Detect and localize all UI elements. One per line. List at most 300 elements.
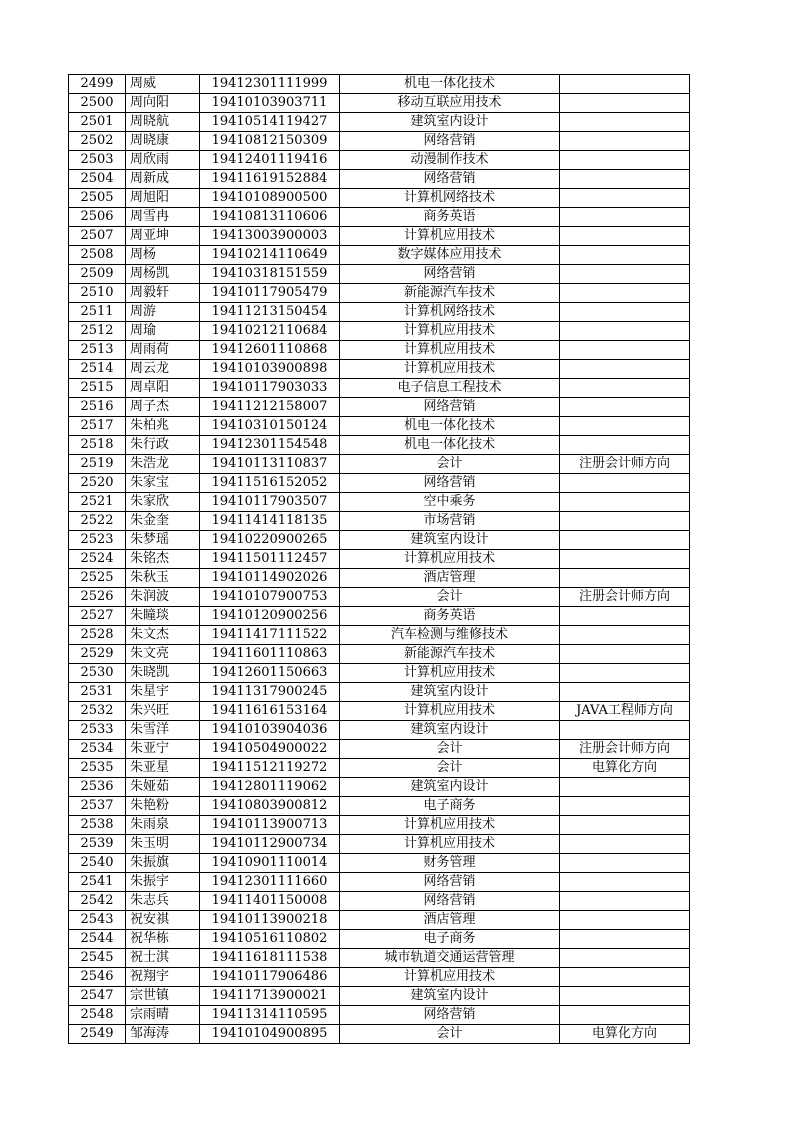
direction-cell bbox=[560, 968, 690, 987]
table-row bbox=[69, 417, 690, 436]
table-row bbox=[69, 474, 690, 493]
row-number-cell: 2508 bbox=[69, 246, 126, 265]
student-name-cell: 朱玉明 bbox=[126, 835, 200, 854]
student-id-cell: 19410113900713 bbox=[200, 816, 340, 835]
direction-cell: 电算化方向 bbox=[560, 759, 690, 778]
row-number-cell: 2528 bbox=[69, 626, 126, 645]
row-number-cell: 2535 bbox=[69, 759, 126, 778]
student-id-cell: 19411401150008 bbox=[200, 892, 340, 911]
direction-cell bbox=[560, 816, 690, 835]
direction-cell bbox=[560, 360, 690, 379]
table-row bbox=[69, 987, 690, 1006]
major-cell: 计算机应用技术 bbox=[340, 835, 560, 854]
direction-cell bbox=[560, 113, 690, 132]
row-number-cell: 2527 bbox=[69, 607, 126, 626]
student-name-cell: 周旭阳 bbox=[126, 189, 200, 208]
row-number-cell: 2523 bbox=[69, 531, 126, 550]
student-name-cell: 祝华栋 bbox=[126, 930, 200, 949]
student-id-cell: 19413003900003 bbox=[200, 227, 340, 246]
student-id-cell: 19411213150454 bbox=[200, 303, 340, 322]
direction-cell bbox=[560, 645, 690, 664]
table-row bbox=[69, 170, 690, 189]
direction-cell bbox=[560, 341, 690, 360]
major-cell: 商务英语 bbox=[340, 208, 560, 227]
row-number-cell: 2517 bbox=[69, 417, 126, 436]
table-row bbox=[69, 493, 690, 512]
table-row bbox=[69, 379, 690, 398]
student-id-cell: 19410117905479 bbox=[200, 284, 340, 303]
student-name-cell: 周雨荷 bbox=[126, 341, 200, 360]
major-cell: 会计 bbox=[340, 455, 560, 474]
student-name-cell: 周杨凯 bbox=[126, 265, 200, 284]
student-name-cell: 朱亚宁 bbox=[126, 740, 200, 759]
direction-cell bbox=[560, 227, 690, 246]
student-table bbox=[68, 74, 690, 1044]
table-row bbox=[69, 208, 690, 227]
student-name-cell: 朱瞳琰 bbox=[126, 607, 200, 626]
student-id-cell: 19412601110868 bbox=[200, 341, 340, 360]
row-number-cell: 2538 bbox=[69, 816, 126, 835]
student-id-cell: 19410117906486 bbox=[200, 968, 340, 987]
student-id-cell: 19410103903711 bbox=[200, 94, 340, 113]
student-name-cell: 朱亚星 bbox=[126, 759, 200, 778]
table-row bbox=[69, 721, 690, 740]
major-cell: 建筑室内设计 bbox=[340, 721, 560, 740]
table-row bbox=[69, 398, 690, 417]
direction-cell bbox=[560, 75, 690, 94]
table-row bbox=[69, 550, 690, 569]
table-row bbox=[69, 607, 690, 626]
major-cell: 会计 bbox=[340, 588, 560, 607]
major-cell: 电子商务 bbox=[340, 930, 560, 949]
student-name-cell: 周欣雨 bbox=[126, 151, 200, 170]
student-name-cell: 朱文亮 bbox=[126, 645, 200, 664]
student-name-cell: 周亚坤 bbox=[126, 227, 200, 246]
table-row bbox=[69, 588, 690, 607]
table-row bbox=[69, 265, 690, 284]
table-row bbox=[69, 835, 690, 854]
student-name-cell: 朱铭杰 bbox=[126, 550, 200, 569]
major-cell: 计算机网络技术 bbox=[340, 303, 560, 322]
direction-cell: JAVA工程师方向 bbox=[560, 702, 690, 721]
table-row bbox=[69, 436, 690, 455]
student-name-cell: 周晓航 bbox=[126, 113, 200, 132]
row-number-cell: 2499 bbox=[69, 75, 126, 94]
major-cell: 新能源汽车技术 bbox=[340, 645, 560, 664]
major-cell: 计算机应用技术 bbox=[340, 341, 560, 360]
table-row bbox=[69, 854, 690, 873]
student-id-cell: 19412801119062 bbox=[200, 778, 340, 797]
table-row bbox=[69, 189, 690, 208]
major-cell: 移动互联应用技术 bbox=[340, 94, 560, 113]
major-cell: 酒店管理 bbox=[340, 911, 560, 930]
direction-cell bbox=[560, 987, 690, 1006]
student-id-cell: 19412401119416 bbox=[200, 151, 340, 170]
student-id-cell: 19411616153164 bbox=[200, 702, 340, 721]
major-cell: 数字媒体应用技术 bbox=[340, 246, 560, 265]
student-name-cell: 周新成 bbox=[126, 170, 200, 189]
student-id-cell: 19411317900245 bbox=[200, 683, 340, 702]
student-id-cell: 19411212158007 bbox=[200, 398, 340, 417]
direction-cell bbox=[560, 1006, 690, 1025]
major-cell: 动漫制作技术 bbox=[340, 151, 560, 170]
direction-cell bbox=[560, 626, 690, 645]
row-number-cell: 2541 bbox=[69, 873, 126, 892]
direction-cell: 注册会计师方向 bbox=[560, 455, 690, 474]
table-row bbox=[69, 113, 690, 132]
table-row bbox=[69, 512, 690, 531]
direction-cell bbox=[560, 303, 690, 322]
table-row bbox=[69, 892, 690, 911]
student-id-cell: 19410113900218 bbox=[200, 911, 340, 930]
student-id-cell: 19410318151559 bbox=[200, 265, 340, 284]
student-id-cell: 19410104900895 bbox=[200, 1025, 340, 1044]
student-name-cell: 朱雪洋 bbox=[126, 721, 200, 740]
student-id-cell: 19411414118135 bbox=[200, 512, 340, 531]
student-id-cell: 19410103900898 bbox=[200, 360, 340, 379]
direction-cell bbox=[560, 132, 690, 151]
table-row bbox=[69, 455, 690, 474]
major-cell: 网络营销 bbox=[340, 132, 560, 151]
student-name-cell: 周雪冉 bbox=[126, 208, 200, 227]
student-id-cell: 19411501112457 bbox=[200, 550, 340, 569]
student-id-cell: 19410117903033 bbox=[200, 379, 340, 398]
direction-cell bbox=[560, 569, 690, 588]
table-row bbox=[69, 303, 690, 322]
major-cell: 机电一体化技术 bbox=[340, 436, 560, 455]
student-id-cell: 19411516152052 bbox=[200, 474, 340, 493]
direction-cell bbox=[560, 151, 690, 170]
row-number-cell: 2531 bbox=[69, 683, 126, 702]
row-number-cell: 2532 bbox=[69, 702, 126, 721]
row-number-cell: 2511 bbox=[69, 303, 126, 322]
direction-cell bbox=[560, 607, 690, 626]
table-row bbox=[69, 1006, 690, 1025]
student-name-cell: 朱行政 bbox=[126, 436, 200, 455]
direction-cell bbox=[560, 550, 690, 569]
table-row bbox=[69, 284, 690, 303]
major-cell: 商务英语 bbox=[340, 607, 560, 626]
direction-cell bbox=[560, 721, 690, 740]
student-id-cell: 19410803900812 bbox=[200, 797, 340, 816]
row-number-cell: 2537 bbox=[69, 797, 126, 816]
direction-cell bbox=[560, 683, 690, 702]
student-id-cell: 19410812150309 bbox=[200, 132, 340, 151]
major-cell: 网络营销 bbox=[340, 398, 560, 417]
major-cell: 计算机应用技术 bbox=[340, 664, 560, 683]
student-id-cell: 19410117903507 bbox=[200, 493, 340, 512]
student-id-cell: 19410113110837 bbox=[200, 455, 340, 474]
table-row bbox=[69, 778, 690, 797]
major-cell: 网络营销 bbox=[340, 873, 560, 892]
major-cell: 机电一体化技术 bbox=[340, 75, 560, 94]
row-number-cell: 2544 bbox=[69, 930, 126, 949]
student-id-cell: 19410212110684 bbox=[200, 322, 340, 341]
student-id-cell: 19410504900022 bbox=[200, 740, 340, 759]
student-name-cell: 朱浩龙 bbox=[126, 455, 200, 474]
student-id-cell: 19410220900265 bbox=[200, 531, 340, 550]
student-name-cell: 朱艳粉 bbox=[126, 797, 200, 816]
student-name-cell: 朱娅茹 bbox=[126, 778, 200, 797]
direction-cell bbox=[560, 322, 690, 341]
student-id-cell: 19410516110802 bbox=[200, 930, 340, 949]
student-name-cell: 祝安祺 bbox=[126, 911, 200, 930]
row-number-cell: 2539 bbox=[69, 835, 126, 854]
table-row bbox=[69, 75, 690, 94]
direction-cell bbox=[560, 284, 690, 303]
table-row bbox=[69, 1025, 690, 1044]
major-cell: 会计 bbox=[340, 759, 560, 778]
direction-cell bbox=[560, 189, 690, 208]
direction-cell bbox=[560, 911, 690, 930]
major-cell: 市场营销 bbox=[340, 512, 560, 531]
row-number-cell: 2513 bbox=[69, 341, 126, 360]
direction-cell: 注册会计师方向 bbox=[560, 588, 690, 607]
row-number-cell: 2545 bbox=[69, 949, 126, 968]
major-cell: 城市轨道交通运营管理 bbox=[340, 949, 560, 968]
student-id-cell: 19411512119272 bbox=[200, 759, 340, 778]
direction-cell bbox=[560, 265, 690, 284]
table-row bbox=[69, 797, 690, 816]
direction-cell bbox=[560, 835, 690, 854]
student-id-cell: 19411618111538 bbox=[200, 949, 340, 968]
student-id-cell: 19412601150663 bbox=[200, 664, 340, 683]
table-row bbox=[69, 759, 690, 778]
student-name-cell: 朱雨泉 bbox=[126, 816, 200, 835]
direction-cell bbox=[560, 778, 690, 797]
direction-cell bbox=[560, 892, 690, 911]
table-body bbox=[69, 75, 690, 1044]
student-id-cell: 19411713900021 bbox=[200, 987, 340, 1006]
major-cell: 建筑室内设计 bbox=[340, 113, 560, 132]
major-cell: 空中乘务 bbox=[340, 493, 560, 512]
major-cell: 计算机应用技术 bbox=[340, 227, 560, 246]
table-row bbox=[69, 968, 690, 987]
table-row bbox=[69, 322, 690, 341]
major-cell: 网络营销 bbox=[340, 170, 560, 189]
major-cell: 建筑室内设计 bbox=[340, 683, 560, 702]
row-number-cell: 2534 bbox=[69, 740, 126, 759]
direction-cell bbox=[560, 493, 690, 512]
major-cell: 电子信息工程技术 bbox=[340, 379, 560, 398]
direction-cell bbox=[560, 379, 690, 398]
student-name-cell: 周云龙 bbox=[126, 360, 200, 379]
row-number-cell: 2524 bbox=[69, 550, 126, 569]
student-name-cell: 周威 bbox=[126, 75, 200, 94]
row-number-cell: 2519 bbox=[69, 455, 126, 474]
student-name-cell: 朱金奎 bbox=[126, 512, 200, 531]
student-name-cell: 朱振旗 bbox=[126, 854, 200, 873]
direction-cell bbox=[560, 873, 690, 892]
student-name-cell: 周杨 bbox=[126, 246, 200, 265]
major-cell: 计算机网络技术 bbox=[340, 189, 560, 208]
student-id-cell: 19410514119427 bbox=[200, 113, 340, 132]
row-number-cell: 2533 bbox=[69, 721, 126, 740]
row-number-cell: 2546 bbox=[69, 968, 126, 987]
row-number-cell: 2529 bbox=[69, 645, 126, 664]
direction-cell bbox=[560, 170, 690, 189]
row-number-cell: 2509 bbox=[69, 265, 126, 284]
row-number-cell: 2547 bbox=[69, 987, 126, 1006]
student-name-cell: 朱润波 bbox=[126, 588, 200, 607]
major-cell: 电子商务 bbox=[340, 797, 560, 816]
table-row bbox=[69, 132, 690, 151]
student-name-cell: 邹海涛 bbox=[126, 1025, 200, 1044]
row-number-cell: 2530 bbox=[69, 664, 126, 683]
student-name-cell: 朱家欣 bbox=[126, 493, 200, 512]
student-id-cell: 19410112900734 bbox=[200, 835, 340, 854]
table-row bbox=[69, 626, 690, 645]
student-name-cell: 周游 bbox=[126, 303, 200, 322]
row-number-cell: 2505 bbox=[69, 189, 126, 208]
direction-cell: 注册会计师方向 bbox=[560, 740, 690, 759]
student-name-cell: 朱文杰 bbox=[126, 626, 200, 645]
row-number-cell: 2526 bbox=[69, 588, 126, 607]
student-name-cell: 祝翔宇 bbox=[126, 968, 200, 987]
major-cell: 酒店管理 bbox=[340, 569, 560, 588]
direction-cell bbox=[560, 436, 690, 455]
row-number-cell: 2506 bbox=[69, 208, 126, 227]
student-id-cell: 19411619152884 bbox=[200, 170, 340, 189]
major-cell: 网络营销 bbox=[340, 265, 560, 284]
student-name-cell: 周卓阳 bbox=[126, 379, 200, 398]
student-id-cell: 19410108900500 bbox=[200, 189, 340, 208]
student-id-cell: 19410103904036 bbox=[200, 721, 340, 740]
table-row bbox=[69, 360, 690, 379]
direction-cell bbox=[560, 854, 690, 873]
student-name-cell: 朱兴旺 bbox=[126, 702, 200, 721]
major-cell: 计算机应用技术 bbox=[340, 550, 560, 569]
student-name-cell: 宗雨晴 bbox=[126, 1006, 200, 1025]
row-number-cell: 2521 bbox=[69, 493, 126, 512]
student-id-cell: 19412301111999 bbox=[200, 75, 340, 94]
major-cell: 计算机应用技术 bbox=[340, 322, 560, 341]
direction-cell bbox=[560, 664, 690, 683]
row-number-cell: 2504 bbox=[69, 170, 126, 189]
table-row bbox=[69, 151, 690, 170]
table-row bbox=[69, 531, 690, 550]
table-row bbox=[69, 94, 690, 113]
major-cell: 汽车检测与维修技术 bbox=[340, 626, 560, 645]
major-cell: 计算机应用技术 bbox=[340, 816, 560, 835]
table-row bbox=[69, 702, 690, 721]
student-id-cell: 19410120900256 bbox=[200, 607, 340, 626]
row-number-cell: 2501 bbox=[69, 113, 126, 132]
student-name-cell: 朱志兵 bbox=[126, 892, 200, 911]
row-number-cell: 2536 bbox=[69, 778, 126, 797]
major-cell: 计算机应用技术 bbox=[340, 702, 560, 721]
row-number-cell: 2502 bbox=[69, 132, 126, 151]
direction-cell bbox=[560, 417, 690, 436]
major-cell: 机电一体化技术 bbox=[340, 417, 560, 436]
student-id-cell: 19410310150124 bbox=[200, 417, 340, 436]
row-number-cell: 2543 bbox=[69, 911, 126, 930]
major-cell: 建筑室内设计 bbox=[340, 987, 560, 1006]
table-row bbox=[69, 664, 690, 683]
major-cell: 网络营销 bbox=[340, 1006, 560, 1025]
student-name-cell: 周向阳 bbox=[126, 94, 200, 113]
student-id-cell: 19412301154548 bbox=[200, 436, 340, 455]
direction-cell bbox=[560, 398, 690, 417]
table-row bbox=[69, 873, 690, 892]
row-number-cell: 2514 bbox=[69, 360, 126, 379]
direction-cell bbox=[560, 246, 690, 265]
direction-cell bbox=[560, 474, 690, 493]
student-id-cell: 19412301111660 bbox=[200, 873, 340, 892]
student-name-cell: 周毅轩 bbox=[126, 284, 200, 303]
student-id-cell: 19410114902026 bbox=[200, 569, 340, 588]
student-name-cell: 朱柏兆 bbox=[126, 417, 200, 436]
major-cell: 财务管理 bbox=[340, 854, 560, 873]
table-row bbox=[69, 949, 690, 968]
student-id-cell: 19411314110595 bbox=[200, 1006, 340, 1025]
direction-cell bbox=[560, 930, 690, 949]
table-row bbox=[69, 740, 690, 759]
student-name-cell: 朱晓凯 bbox=[126, 664, 200, 683]
table-row bbox=[69, 911, 690, 930]
student-name-cell: 朱星宇 bbox=[126, 683, 200, 702]
direction-cell bbox=[560, 949, 690, 968]
row-number-cell: 2500 bbox=[69, 94, 126, 113]
major-cell: 网络营销 bbox=[340, 474, 560, 493]
student-name-cell: 周晓康 bbox=[126, 132, 200, 151]
row-number-cell: 2512 bbox=[69, 322, 126, 341]
row-number-cell: 2540 bbox=[69, 854, 126, 873]
table-row bbox=[69, 569, 690, 588]
row-number-cell: 2548 bbox=[69, 1006, 126, 1025]
student-id-cell: 19411417111522 bbox=[200, 626, 340, 645]
student-name-cell: 周瑜 bbox=[126, 322, 200, 341]
row-number-cell: 2522 bbox=[69, 512, 126, 531]
row-number-cell: 2549 bbox=[69, 1025, 126, 1044]
student-name-cell: 朱秋玉 bbox=[126, 569, 200, 588]
direction-cell bbox=[560, 797, 690, 816]
direction-cell bbox=[560, 208, 690, 227]
row-number-cell: 2525 bbox=[69, 569, 126, 588]
major-cell: 会计 bbox=[340, 740, 560, 759]
direction-cell bbox=[560, 94, 690, 113]
row-number-cell: 2507 bbox=[69, 227, 126, 246]
major-cell: 网络营销 bbox=[340, 892, 560, 911]
row-number-cell: 2510 bbox=[69, 284, 126, 303]
student-id-cell: 19410813110606 bbox=[200, 208, 340, 227]
row-number-cell: 2503 bbox=[69, 151, 126, 170]
direction-cell: 电算化方向 bbox=[560, 1025, 690, 1044]
student-name-cell: 宗世镇 bbox=[126, 987, 200, 1006]
student-name-cell: 朱振宇 bbox=[126, 873, 200, 892]
student-id-cell: 19410214110649 bbox=[200, 246, 340, 265]
table-row bbox=[69, 645, 690, 664]
student-name-cell: 祝士淇 bbox=[126, 949, 200, 968]
table-row bbox=[69, 816, 690, 835]
major-cell: 会计 bbox=[340, 1025, 560, 1044]
table-row bbox=[69, 930, 690, 949]
table-row bbox=[69, 227, 690, 246]
major-cell: 计算机应用技术 bbox=[340, 360, 560, 379]
row-number-cell: 2542 bbox=[69, 892, 126, 911]
direction-cell bbox=[560, 512, 690, 531]
major-cell: 计算机应用技术 bbox=[340, 968, 560, 987]
table-row bbox=[69, 246, 690, 265]
table-row bbox=[69, 683, 690, 702]
student-name-cell: 朱家宝 bbox=[126, 474, 200, 493]
student-id-cell: 19410107900753 bbox=[200, 588, 340, 607]
row-number-cell: 2515 bbox=[69, 379, 126, 398]
student-name-cell: 朱梦瑶 bbox=[126, 531, 200, 550]
row-number-cell: 2520 bbox=[69, 474, 126, 493]
student-id-cell: 19411601110863 bbox=[200, 645, 340, 664]
row-number-cell: 2516 bbox=[69, 398, 126, 417]
